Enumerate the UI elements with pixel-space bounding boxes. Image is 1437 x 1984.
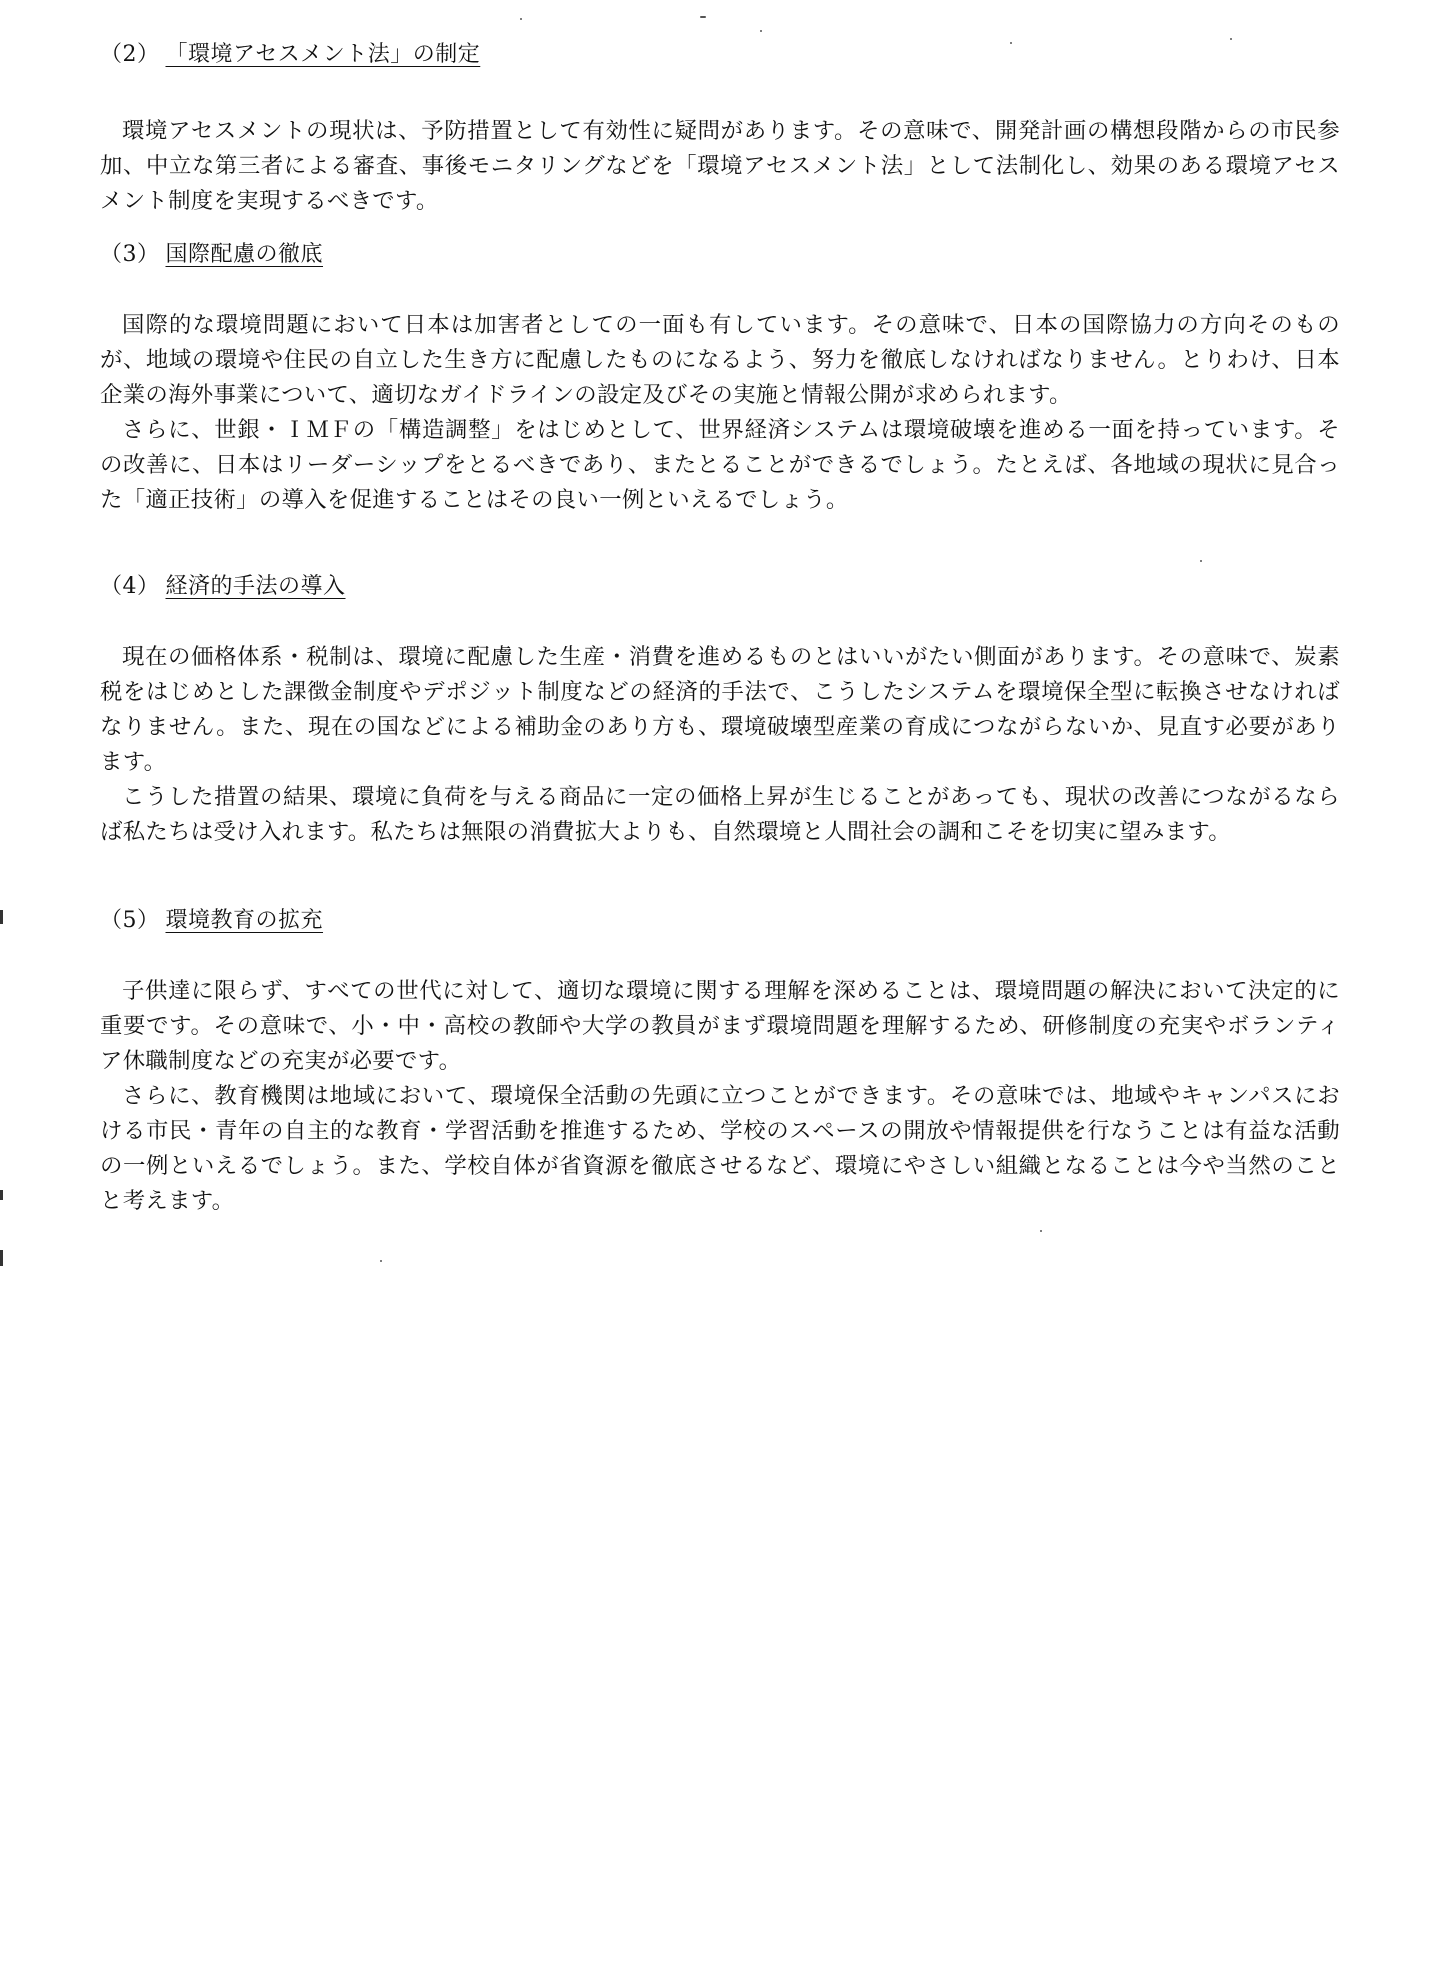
scan-speck xyxy=(760,30,762,32)
section-number: （2） xyxy=(100,42,160,67)
section-number: （4） xyxy=(100,574,160,599)
scan-edge-mark xyxy=(0,1250,3,1266)
section-paragraph: さらに、世銀・ＩＭＦの「構造調整」をはじめとして、世界経済システムは環境破壊を進める一面を持っています。その改善に、日本はリーダーシップをとるべきであり、またとることができるでしょう。たとえば、各地域の現状に見合った「適正技術」の導入を促進することはその良い一例といえるでしょう。 xyxy=(100,417,1340,513)
section-paragraph: 現在の価格体系・税制は、環境に配慮した生産・消費を進めるものとはいいがたい側面があります。その意味で、炭素税をはじめとした課徴金制度やデポジット制度などの経済的手法で、こうしたシステムを環境保全型に転換させなければなりません。また、現在の国などによる補助金のあり方も、環境破壊型産業の育成につながらないか、見直す必要があります。 xyxy=(100,644,1340,775)
section-international-consideration xyxy=(100,240,1340,518)
section-paragraph: さらに、教育機関は地域において、環境保全活動の先頭に立つことができます。その意味では、地域やキャンパスにおける市民・青年の自主的な教育・学習活動を推進するため、学校のスペースの開放や情報提供を行なうことは有益な活動の一例といえるでしょう。また、学校自体が省資源を徹底させるなど、環境にやさしい組織となることは今や当然のことと考えます。 xyxy=(100,1083,1340,1214)
section-heading xyxy=(100,40,1340,70)
section-title: 国際配慮の徹底 xyxy=(165,242,324,267)
scan-speck xyxy=(700,16,706,18)
section-heading xyxy=(100,906,1340,936)
section-number: （5） xyxy=(100,908,160,933)
scan-speck xyxy=(520,18,522,20)
scan-speck xyxy=(1230,38,1232,40)
section-environmental-assessment-law xyxy=(100,40,1340,219)
scan-speck xyxy=(1040,1230,1042,1232)
section-heading xyxy=(100,572,1340,602)
section-number: （3） xyxy=(100,242,160,267)
scan-edge-mark xyxy=(0,910,3,924)
section-economic-instruments xyxy=(100,572,1340,850)
section-title: 環境教育の拡充 xyxy=(165,908,324,933)
section-paragraph: 国際的な環境問題において日本は加害者としての一面も有しています。その意味で、日本の国際協力の方向そのものが、地域の環境や住民の自立した生き方に配慮したものになるよう、努力を徹底しなければなりません。とりわけ、日本企業の海外事業について、適切なガイドラインの設定及びその実施と情報公開が求められます。 xyxy=(100,312,1340,408)
scan-speck xyxy=(1200,560,1202,562)
section-environmental-education xyxy=(100,906,1340,1219)
scan-speck xyxy=(380,1260,382,1262)
section-paragraph: こうした措置の結果、環境に負荷を与える商品に一定の価格上昇が生じることがあっても、現状の改善につながるならば私たちは受け入れます。私たちは無限の消費拡大よりも、自然環境と人間社会の調和こそを切実に望みます。 xyxy=(100,784,1340,845)
section-paragraph: 環境アセスメントの現状は、予防措置として有効性に疑問があります。その意味で、開発計画の構想段階からの市民参加、中立な第三者による審査、事後モニタリングなどを「環境アセスメント法」として法制化し、効果のある環境アセスメント制度を実現するべきです。 xyxy=(100,118,1340,214)
section-title: 経済的手法の導入 xyxy=(165,574,346,599)
section-paragraph: 子供達に限らず、すべての世代に対して、適切な環境に関する理解を深めることは、環境問題の解決において決定的に重要です。その意味で、小・中・高校の教師や大学の教員がまず環境問題を理解するため、研修制度の充実やボランティア休職制度などの充実が必要です。 xyxy=(100,978,1340,1074)
section-heading xyxy=(100,240,1340,270)
scan-speck xyxy=(1010,42,1012,44)
section-title: 「環境アセスメント法」の制定 xyxy=(165,42,481,67)
scan-edge-mark xyxy=(0,1190,3,1200)
